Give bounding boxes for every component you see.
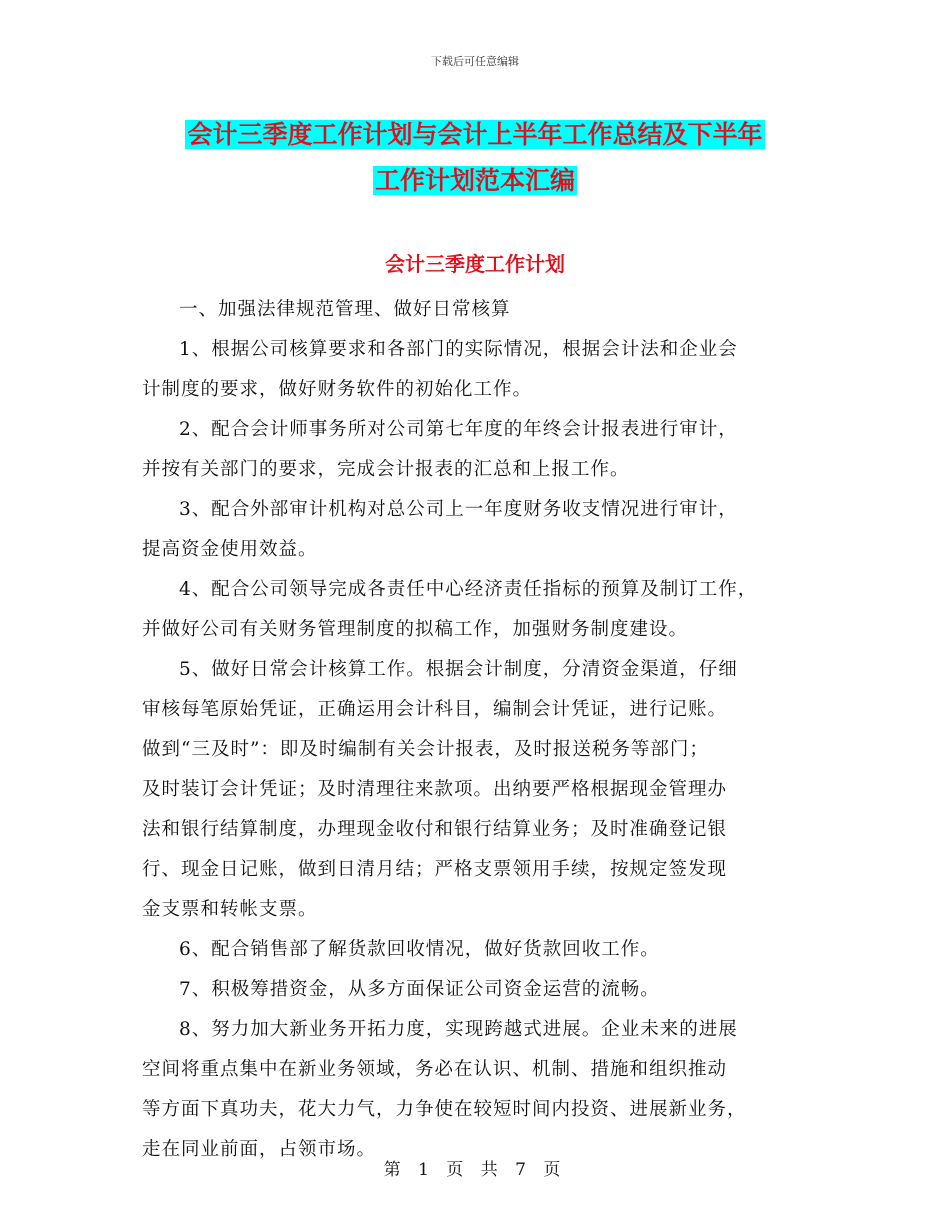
paragraph-line: 做到“三及时”：即及时编制有关会计报表，及时报送税务等部门； <box>142 739 709 760</box>
item-list <box>142 330 812 1170</box>
paragraph-line: 空间将重点集中在新业务领域，务必在认识、机制、措施和组织推动 <box>142 1059 728 1080</box>
title-line-1: 会计三季度工作计划与会计上半年工作总结及下半年 <box>187 120 763 149</box>
paragraph-item <box>142 410 812 490</box>
paragraph-item <box>142 1010 812 1170</box>
paragraph-line: 8、努力加大新业务开拓力度，实现跨越式进展。企业未来的进展 <box>179 1019 738 1040</box>
page-header: 下载后可任意编辑 <box>431 55 519 68</box>
paragraph-line: 及时装订会计凭证；及时清理往来款项。出纳要严格根据现金管理办 <box>142 779 728 800</box>
title-line-2: 工作计划范本汇编 <box>374 166 575 195</box>
paragraph-line: 3、配合外部审计机构对总公司上一年度财务收支情况进行审计， <box>179 499 738 520</box>
paragraph-line: 提高资金使用效益。 <box>142 539 318 560</box>
paragraph-line: 4、配合公司领导完成各责任中心经济责任指标的预算及制订工作， <box>179 579 758 600</box>
paragraph-item <box>142 970 812 1010</box>
paragraph-line: 5、做好日常会计核算工作。根据会计制度，分清资金渠道，仔细 <box>179 659 738 680</box>
document-body <box>142 290 812 1170</box>
paragraph-item <box>142 930 812 970</box>
page-footer: 第 1 页 共 7 页 <box>383 1160 567 1180</box>
paragraph-line: 审核每笔原始凭证，正确运用会计科目，编制会计凭证，进行记账。 <box>142 699 728 720</box>
paragraph-line: 2、配合会计师事务所对公司第七年度的年终会计报表进行审计， <box>179 419 738 440</box>
paragraph-line: 走在同业前面，占领市场。 <box>142 1139 377 1160</box>
section-heading: 一、加强法律规范管理、做好日常核算 <box>179 299 511 320</box>
paragraph-line: 行、现金日记账，做到日清月结；严格支票领用手续，按规定签发现 <box>142 859 728 880</box>
paragraph-line: 法和银行结算制度，办理现金收付和银行结算业务；及时准确登记银 <box>142 819 728 840</box>
paragraph-line: 等方面下真功夫，花大力气，力争使在较短时间内投资、进展新业务， <box>142 1099 747 1120</box>
paragraph-line: 6、配合销售部了解货款回收情况，做好货款回收工作。 <box>179 939 660 960</box>
paragraph-line: 并按有关部门的要求，完成会计报表的汇总和上报工作。 <box>142 459 630 480</box>
paragraph-item <box>142 490 812 570</box>
paragraph-line: 7、积极筹措资金，从多方面保证公司资金运营的流畅。 <box>179 979 660 1000</box>
document-title <box>0 112 950 204</box>
paragraph-line: 并做好公司有关财务管理制度的拟稿工作，加强财务制度建设。 <box>142 619 689 640</box>
paragraph-line: 1、根据公司核算要求和各部门的实际情况，根据会计法和企业会 <box>179 339 738 360</box>
paragraph-line: 金支票和转帐支票。 <box>142 899 318 920</box>
paragraph-item <box>142 650 812 930</box>
paragraph-item <box>142 330 812 410</box>
paragraph-line: 计制度的要求，做好财务软件的初始化工作。 <box>142 379 533 400</box>
section-title: 会计三季度工作计划 <box>385 252 565 276</box>
paragraph-item <box>142 570 812 650</box>
